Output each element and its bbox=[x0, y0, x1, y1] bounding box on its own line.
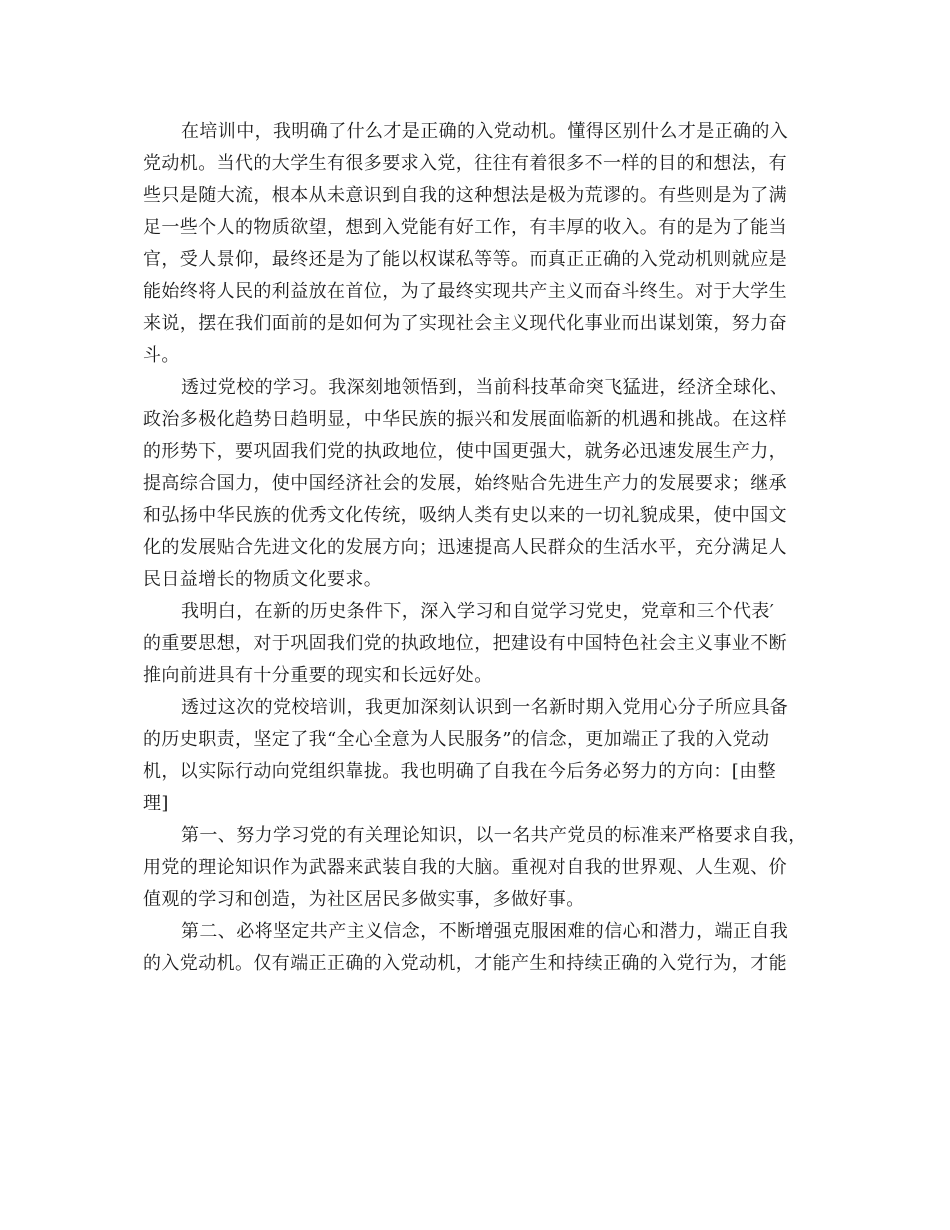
text-line: 斗。 bbox=[143, 345, 180, 366]
paragraph bbox=[143, 372, 808, 596]
text-line: 能始终将人民的利益放在首位，为了最终实现共产主义而奋斗终生。对于大学生 bbox=[143, 281, 787, 302]
text-line: 党动机。当代的大学生有很多要求入党，往往有着很多不一样的目的和想法，有 bbox=[143, 153, 787, 174]
text-line: 的形势下，要巩固我们党的执政地位，使中国更强大，就务必迅速发展生产力， bbox=[143, 441, 787, 462]
text-line: 推向前进具有十分重要的现实和长远好处。 bbox=[143, 665, 493, 686]
text-line: 值观的学习和创造，为社区居民多做实事，多做好事。 bbox=[143, 889, 585, 910]
text-line: 提高综合国力，使中国经济社会的发展，始终贴合先进生产力的发展要求；继承 bbox=[143, 473, 787, 494]
text-line: 的历史职责，坚定了我“全心全意为人民服务”的信念，更加端正了我的入党动 bbox=[143, 729, 770, 750]
text-line: 官，受人景仰，最终还是为了能以权谋私等等。而真正正确的入党动机则就应是 bbox=[143, 249, 787, 270]
text-line: 透过这次的党校培训，我更加深刻认识到一名新时期入党用心分子所应具备 bbox=[181, 697, 789, 718]
text-line: 和弘扬中华民族的优秀文化传统，吸纳人类有史以来的一切礼貌成果，使中国文 bbox=[143, 505, 787, 526]
text-line: 用党的理论知识作为武器来武装自我的大脑。重视对自我的世界观、人生观、价 bbox=[143, 857, 787, 878]
paragraph bbox=[143, 116, 808, 372]
text-line: 的重要思想，对于巩固我们党的执政地位，把建设有中国特色社会主义事业不断 bbox=[143, 633, 787, 654]
text-line: 民日益增长的物质文化要求。 bbox=[143, 569, 383, 590]
text-line: 我明白，在新的历史条件下，深入学习和自觉学习党史，党章和三个代表′ bbox=[181, 601, 775, 622]
document-body bbox=[143, 116, 808, 980]
text-line: 来说，摆在我们面前的是如何为了实现社会主义现代化事业而出谋划策，努力奋 bbox=[143, 313, 787, 334]
text-line: 透过党校的学习。我深刻地领悟到，当前科技革命突飞猛进，经济全球化、 bbox=[181, 377, 789, 398]
text-line: 足一些个人的物质欲望，想到入党能有好工作，有丰厚的收入。有的是为了能当 bbox=[143, 217, 787, 238]
paragraph bbox=[143, 820, 808, 916]
paragraph bbox=[143, 596, 808, 692]
text-line: 理] bbox=[143, 793, 169, 814]
text-line: 第一、努力学习党的有关理论知识，以一名共产党员的标准来严格要求自我， bbox=[181, 825, 807, 846]
text-line: 的入党动机。仅有端正正确的入党动机，才能产生和持续正确的入党行为，才能 bbox=[143, 953, 787, 974]
text-line: 化的发展贴合先进文化的发展方向；迅速提高人民群众的生活水平，充分满足人 bbox=[143, 537, 787, 558]
paragraph bbox=[143, 916, 808, 980]
text-line: 些只是随大流，根本从未意识到自我的这种想法是极为荒谬的。有些则是为了满 bbox=[143, 185, 787, 206]
text-line: 政治多极化趋势日趋明显，中华民族的振兴和发展面临新的机遇和挑战。在这样 bbox=[143, 409, 787, 430]
text-line: 第二、必将坚定共产主义信念，不断增强克服困难的信心和潜力，端正自我 bbox=[181, 921, 789, 942]
paragraph bbox=[143, 692, 808, 820]
text-line: 在培训中，我明确了什么才是正确的入党动机。懂得区别什么才是正确的入 bbox=[181, 121, 789, 142]
text-line: 机，以实际行动向党组织靠拢。我也明确了自我在今后务必努力的方向：[由整 bbox=[143, 761, 777, 782]
